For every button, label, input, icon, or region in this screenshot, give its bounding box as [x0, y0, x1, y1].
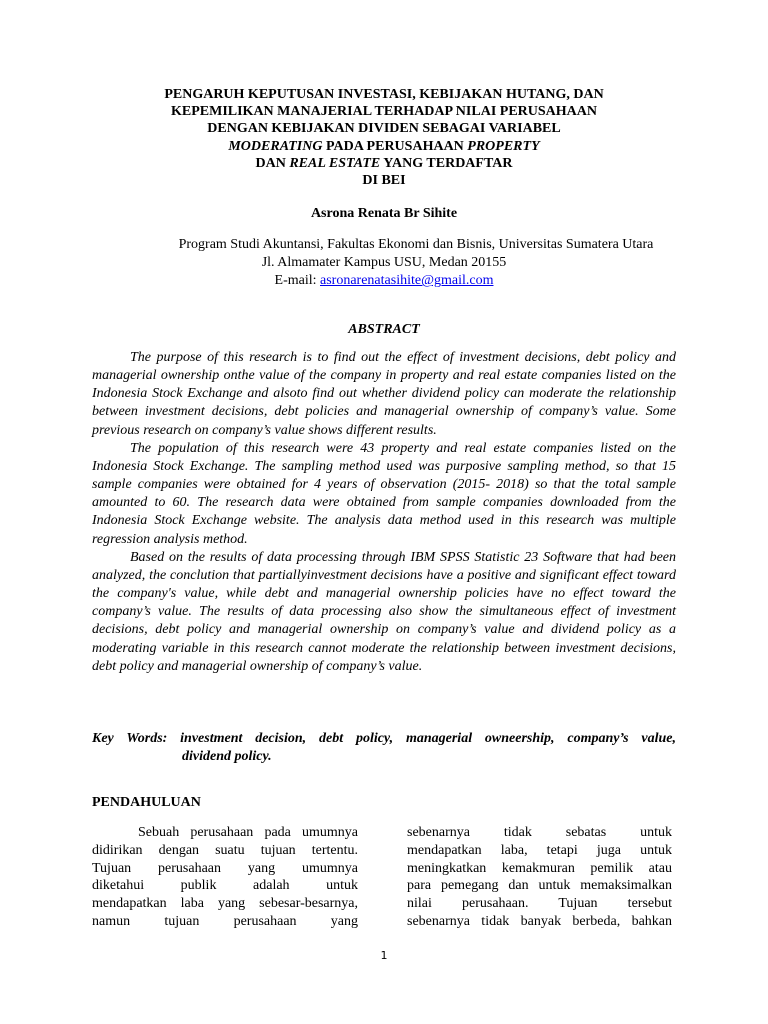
- body-line: Tujuan perusahaan yang umumnya: [92, 860, 358, 876]
- title-line: [92, 138, 676, 155]
- title-line: PENGARUH KEPUTUSAN INVESTASI, KEBIJAKAN HUTANG, DAN: [164, 87, 604, 102]
- email-line: [92, 272, 676, 290]
- title-line: DENGAN KEBIJAKAN DIVIDEN SEBAGAI VARIABEL: [207, 121, 561, 137]
- body-line: mendapatkan laba, tetapi juga untuk: [407, 842, 672, 858]
- title-line: KEPEMILIKAN MANAJERIAL TERHADAP NILAI PERUSAHAAN: [170, 104, 597, 120]
- keywords-line: Key Words: investment decision, debt policy, managerial owneership, company’s value,: [92, 731, 676, 746]
- affiliation-line: Program Studi Akuntansi, Fakultas Ekonomi dan Bisnis, Universitas Sumatera Utara: [178, 237, 654, 252]
- address-line: Jl. Almamater Kampus USU, Medan 20155: [261, 255, 507, 271]
- body-line: meningkatkan kemakmuran pemilik atau: [407, 860, 672, 876]
- abstract-paragraph: The population of this research were 43 property and real estate companies listed on the Indonesia Stock Exchange. The sampling method used was purposive sampling method, so that 15 sample companies were obtained for 4 years of observation (2015- 2018) so that the total sample amounted to 60. The research data were obtained from sample companies downloaded from the Indonesia Stock Exchange website. The analysis data method used in this research was multiple regression analysis method.: [92, 440, 676, 547]
- body-line: didirikan dengan suatu tujuan tertentu.: [92, 842, 358, 858]
- body-line: nilai perusahaan. Tujuan tersebut: [407, 896, 672, 912]
- email-link[interactable]: asronarenatasihite@gmail.com: [320, 273, 494, 289]
- body-line: sebenarnya tidak banyak berbeda, bahkan: [407, 913, 672, 929]
- body-line: sebenarnya tidak sebatas untuk: [407, 825, 672, 840]
- body-line: mendapatkan laba yang sebesar-besarnya,: [92, 896, 358, 912]
- keywords: [92, 730, 676, 766]
- title-italic-property: PROPERTY: [467, 138, 540, 154]
- title-line: DI BEI: [362, 173, 406, 189]
- paper-title: [92, 86, 676, 189]
- title-text: DAN: [255, 155, 290, 171]
- title-text: YANG TERDAFTAR: [380, 155, 513, 171]
- body-column-right: [407, 824, 672, 931]
- title-italic-moderating: MODERATING: [228, 138, 323, 154]
- abstract-heading: ABSTRACT: [348, 322, 420, 337]
- body-line: namun tujuan perusahaan yang: [92, 913, 358, 929]
- abstract-paragraph: Based on the results of data processing through IBM SPSS Statistic 23 Software that had been analyzed, the conclution that partiallyinvestment decisions have a positive and significant effect toward the company's value, while debt and managerial ownership policies have no effect toward the company’s value. The results of data processing also show the simultaneous effect of investment decisions, debt policy and managerial ownership on company’s value and dividend policy as a moderating variable in this research cannot moderate the relationship between investment decisions, debt policy and managerial ownership of company’s value.: [92, 549, 676, 674]
- body-column-left: [92, 824, 358, 931]
- body-line: diketahui publik adalah untuk: [92, 878, 358, 894]
- body-line: para pemegang dan untuk memaksimalkan: [407, 878, 672, 894]
- section-heading: PENDAHULUAN: [92, 795, 201, 810]
- title-text: PADA PERUSAHAAN: [322, 138, 468, 154]
- email-label: E-mail:: [274, 273, 321, 289]
- abstract-paragraph: The purpose of this research is to find out the effect of investment decisions, debt policy and managerial ownership onthe value of the company in property and real estate companies listed on the Indonesia Stock Exchange and alsoto find out whether dividend policy can moderate the relationship between investment decisions, debt policies and managerial ownership of company’s value. Some previous research on company’s value shows different results.: [92, 350, 676, 438]
- author-name: Asrona Renata Br Sihite: [310, 206, 458, 221]
- keywords-line: dividend policy.: [182, 749, 272, 764]
- affiliation-block: [92, 236, 676, 291]
- abstract-body: [92, 349, 676, 676]
- title-line: [92, 155, 676, 172]
- title-italic-real-estate: REAL ESTATE: [289, 155, 381, 171]
- page-number: 1: [380, 949, 388, 962]
- body-line: Sebuah perusahaan pada umumnya: [138, 825, 358, 840]
